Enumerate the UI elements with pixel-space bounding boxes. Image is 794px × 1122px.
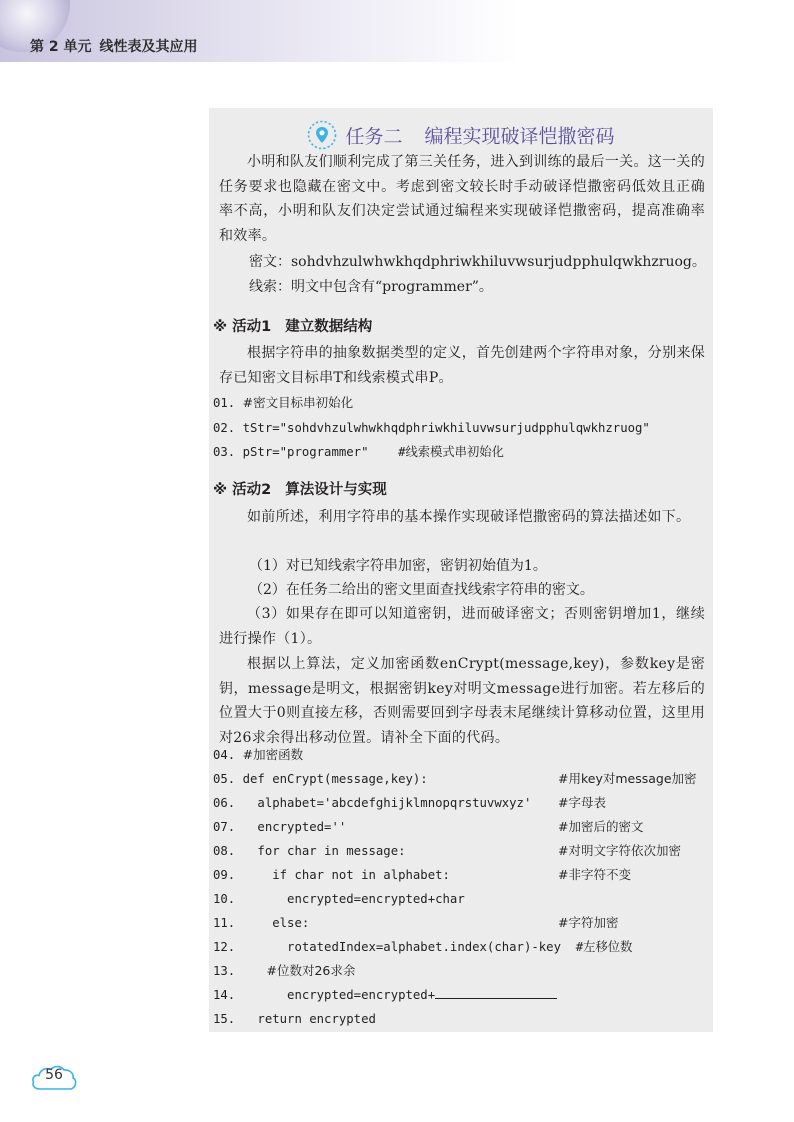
ciphertext-line: 密文：sohdvhzulwhwkhqdphriwkhiluvwsurjudpphulqwkhzruog。 [249, 254, 706, 270]
task-heading [209, 120, 713, 150]
code-text: encrypted=encrypted+char [242, 892, 465, 906]
code-line [213, 744, 303, 766]
activity2-title: 算法设计与实现 [285, 482, 387, 498]
code-text: alphabet='abcdefghijklmnopqrstuvwxyz' [242, 796, 532, 810]
line-number: 15. [213, 1012, 236, 1026]
line-number: 06. [213, 796, 236, 810]
line-number: 03. [213, 445, 236, 459]
line-number: 10. [213, 892, 236, 906]
code-line [213, 984, 557, 1006]
code-text: if char not in alphabet: [242, 868, 450, 882]
line-number: 12. [213, 940, 236, 954]
code-comment: #用key对message加密 [558, 771, 697, 786]
code-line [213, 792, 531, 814]
code-text: #位数对26求余 [242, 963, 356, 978]
task-label: 任务二 [345, 125, 403, 148]
page-number: 56 [45, 1067, 63, 1083]
code-line [213, 960, 355, 982]
line-number: 13. [213, 964, 236, 978]
code-text: return encrypted [242, 1012, 376, 1026]
code-line [213, 936, 632, 958]
line-number: 05. [213, 772, 236, 786]
code-text: pStr="programmer" #线索模式串初始化 [242, 445, 504, 459]
code-comment: #字符加密 [558, 915, 619, 930]
code-text: rotatedIndex=alphabet.index(char)-key #左移位数 [242, 940, 633, 954]
activity-marker: ※ [213, 319, 228, 335]
code-text: #密文目标串初始化 [242, 395, 354, 410]
code-line [213, 417, 650, 439]
code-comment: #非字符不变 [558, 867, 631, 882]
code-text: encrypted=encrypted+ [242, 988, 436, 1002]
line-number: 04. [213, 748, 236, 762]
task-panel [209, 108, 713, 1032]
task-title: 编程实现破译恺撒密码 [424, 125, 615, 148]
chapter-header-band [0, 0, 520, 62]
code-line [213, 912, 309, 934]
code-line [213, 392, 353, 414]
activity1-heading [213, 315, 372, 336]
chapter-title [30, 36, 206, 56]
line-number: 11. [213, 916, 236, 930]
code-comment: #字母表 [558, 795, 606, 810]
code-text: def enCrypt(message,key): [242, 772, 428, 786]
line-number: 09. [213, 868, 236, 882]
code-text: #加密函数 [242, 747, 304, 762]
unit-label: 第 2 单元 [30, 39, 92, 55]
code-comment: #加密后的密文 [558, 819, 644, 834]
activity1-title: 建立数据结构 [285, 319, 373, 335]
algorithm-step: （1）对已知线索字符串加密，密钥初始值为1。 [249, 558, 547, 574]
activity1-paragraph: 根据字符串的抽象数据类型的定义，首先创建两个字符串对象，分别来保存已知密文目标串T和线索模式串P。 [219, 345, 705, 386]
algorithm-step: （3）如果存在即可以知道密钥，进而破译密文；否则密钥增加1，继续进行操作（1）。 [219, 606, 705, 647]
code-line [213, 768, 428, 790]
code-comment: #对明文字符依次加密 [558, 843, 681, 858]
activity-marker: ※ [213, 482, 228, 498]
code-line [213, 888, 465, 910]
code-line [213, 1008, 376, 1030]
code-line [213, 864, 450, 886]
line-number: 08. [213, 844, 236, 858]
unit-title: 线性表及其应用 [99, 39, 198, 55]
line-number: 01. [213, 396, 236, 410]
activity2-paragraph: 如前所述，利用字符串的基本操作实现破译恺撒密码的算法描述如下。 [247, 509, 691, 525]
code-line [213, 816, 346, 838]
code-line [213, 840, 406, 862]
code-text: encrypted='' [242, 820, 347, 834]
code-line [213, 441, 504, 463]
code-text: else: [242, 916, 310, 930]
answer-blank[interactable] [435, 984, 557, 999]
clue-line: 线索：明文中包含有“programmer”。 [249, 279, 493, 295]
location-pin-icon [307, 120, 337, 150]
activity2-heading [213, 478, 387, 499]
line-number: 07. [213, 820, 236, 834]
activity2-label: 活动2 [232, 482, 272, 498]
line-number: 14. [213, 988, 236, 1002]
intro-paragraph: 小明和队友们顺利完成了第三关任务，进入到训练的最后一关。这一关的任务要求也隐藏在密文中。考虑到密文较长时手动破译恺撒密码低效且正确率不高，小明和队友们决定尝试通过编程来实现破译恺撒密码，提高准确率和效率。 [219, 154, 705, 244]
activity2-paragraph2: 根据以上算法，定义加密函数enCrypt(message,key)，参数key是密钥，message是明文，根据密钥key对明文message进行加密。若左移后的位置大于0则直接左移，否则需要回到字母表末尾继续计算移动位置，这里用对26求余得出移动位置。请补全下面的代码。 [219, 656, 705, 746]
activity1-label: 活动1 [232, 319, 272, 335]
algorithm-step: （2）在任务二给出的密文里面查找线索字符串的密文。 [249, 582, 594, 598]
code-text: tStr="sohdvhzulwhwkhqdphriwkhiluvwsurjudpphulqwkhzruog" [242, 421, 650, 435]
code-text: for char in message: [242, 844, 406, 858]
line-number: 02. [213, 421, 236, 435]
